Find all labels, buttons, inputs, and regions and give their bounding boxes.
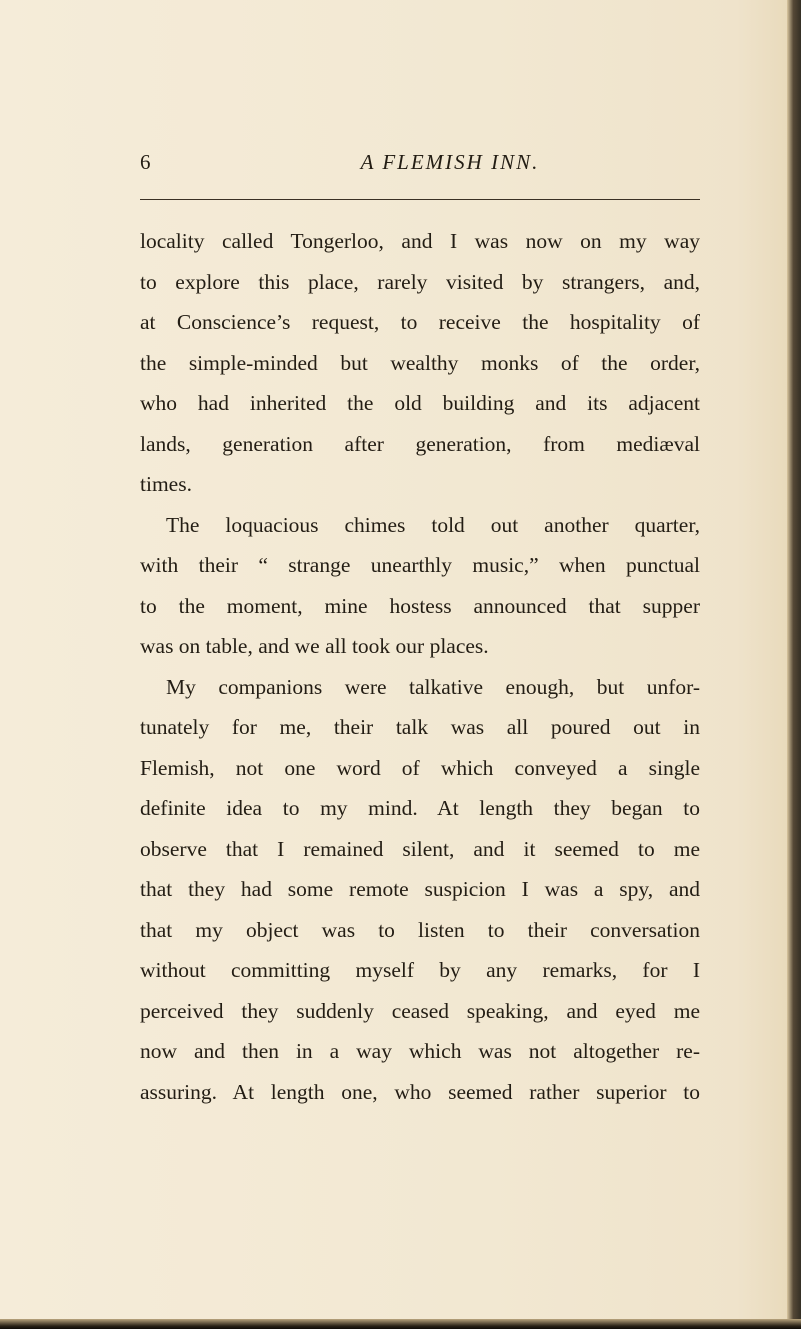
text-line: Flemish, not one word of which conveyed a single xyxy=(140,755,700,780)
text-line: tunately for me, their talk was all poured out in xyxy=(140,715,700,739)
text-line: observe that I remained silent, and it seemed to me xyxy=(140,836,700,861)
text-line: without committing myself by any remarks, for I xyxy=(140,958,700,982)
text-line: that my object was to listen to their conversation xyxy=(140,917,700,942)
text-line: locality called Tongerloo, and I was now on my way xyxy=(140,229,700,253)
text-line: to the moment, mine hostess announced that supper xyxy=(140,593,700,618)
text-line: definite idea to my mind. At length they began to xyxy=(140,796,700,820)
text-line: to explore this place, rarely visited by strangers, and, xyxy=(140,269,700,294)
text-line: lands, generation after generation, from mediæval xyxy=(140,431,700,456)
text-line: with their “ strange unearthly music,” when punctual xyxy=(140,553,700,577)
text-line: the simple-minded but wealthy monks of the order, xyxy=(140,350,700,375)
body-text xyxy=(140,221,700,1112)
text-line: was on table, and we all took our places. xyxy=(140,634,489,658)
text-line: The loquacious chimes told out another quarter, xyxy=(166,512,700,537)
running-head: A FLEMISH INN. xyxy=(360,150,540,174)
text-line: that they had some remote suspicion I was a spy, and xyxy=(140,877,700,901)
page-number: 6 xyxy=(140,150,151,174)
text-line: who had inherited the old building and its adjacent xyxy=(140,391,700,415)
page-bottom-edge xyxy=(0,1319,801,1329)
page-edge-shadow xyxy=(787,0,801,1329)
text-line: at Conscience’s request, to receive the hospitality of xyxy=(140,310,700,334)
text-line: now and then in a way which was not altogether re- xyxy=(140,1039,700,1063)
page-header xyxy=(140,150,700,178)
text-line: times. xyxy=(140,472,192,496)
text-line: perceived they suddenly ceased speaking, and eyed me xyxy=(140,998,700,1023)
text-line: My companions were talkative enough, but unfor- xyxy=(166,674,700,699)
header-rule xyxy=(140,199,700,200)
text-line: assuring. At length one, who seemed rather superior to xyxy=(140,1079,700,1104)
